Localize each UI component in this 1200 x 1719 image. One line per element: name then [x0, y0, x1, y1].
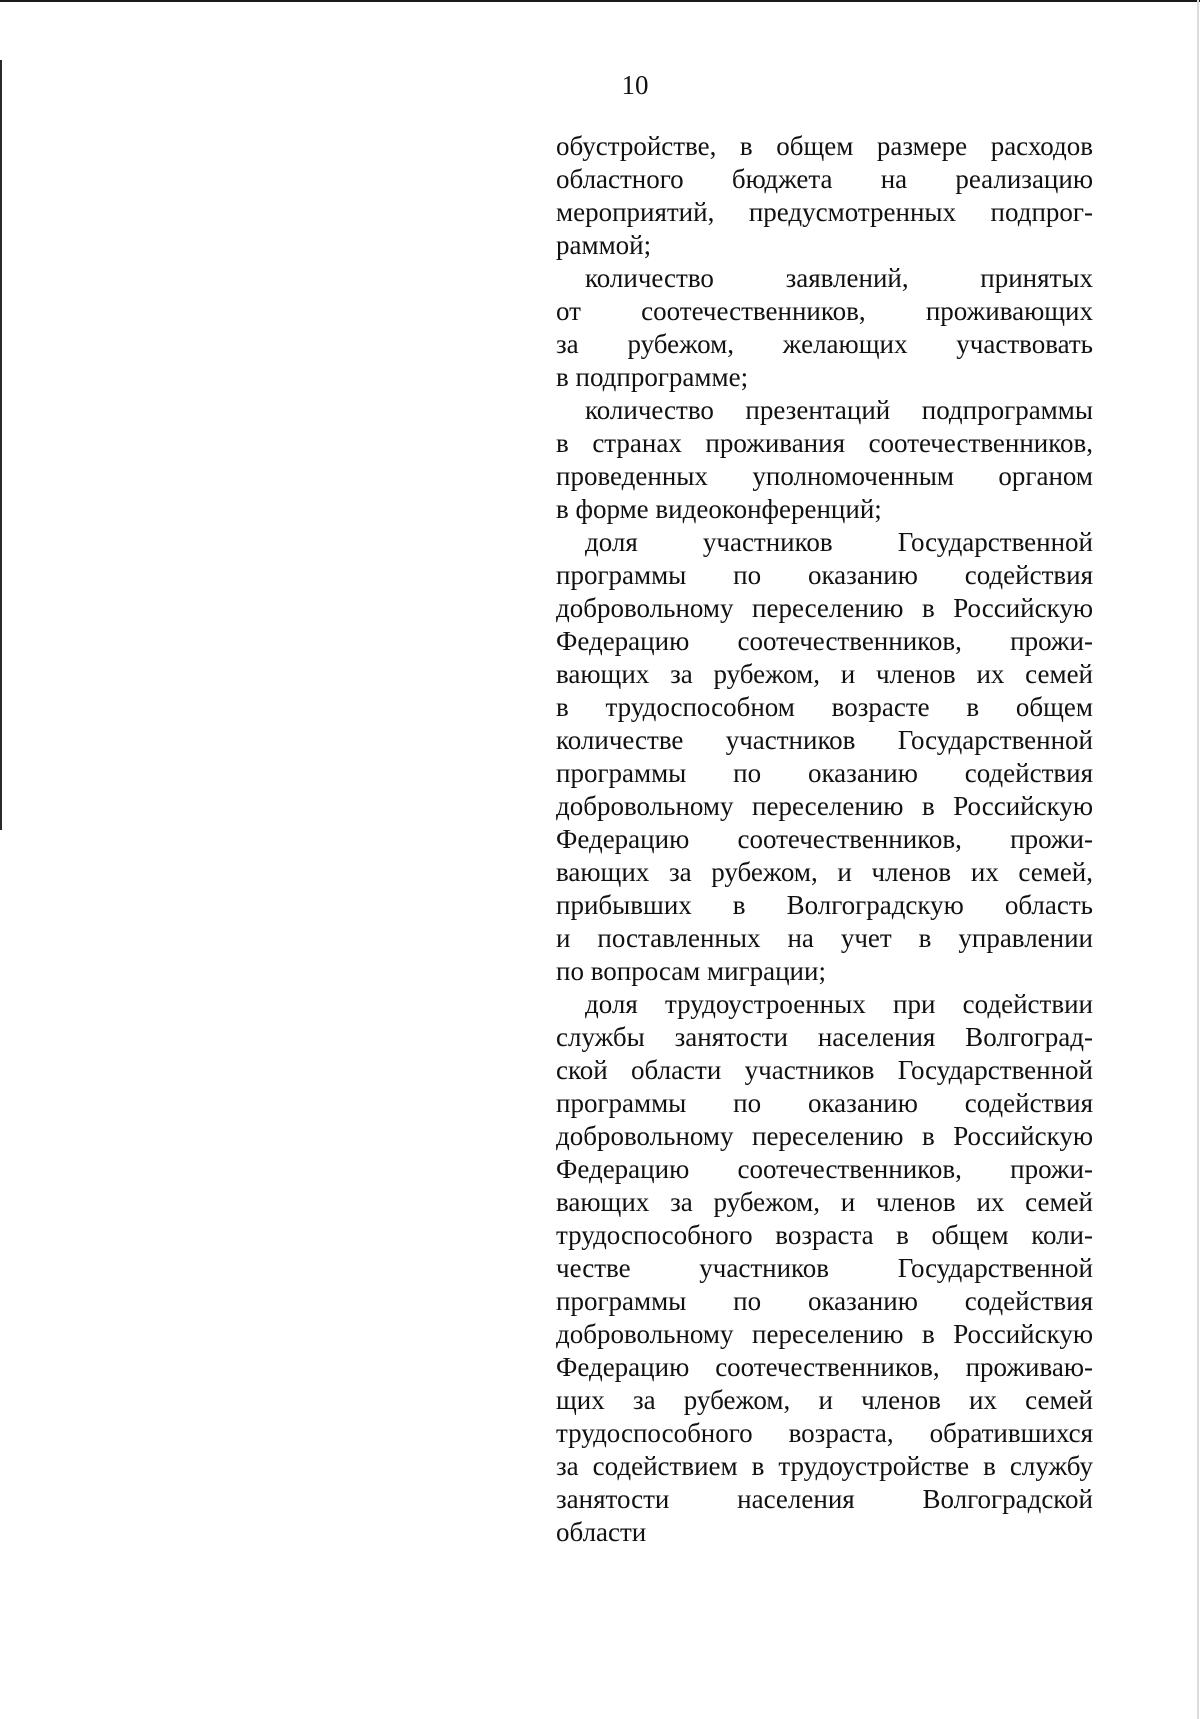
- text-line: доля трудоустроенных при содействии: [585, 989, 1093, 1019]
- text-line: добровольному переселению в Российскую: [556, 1319, 1093, 1349]
- text-line: программы по оказанию содействия: [556, 1088, 1093, 1118]
- text-line: службы занятости населения Волгоград-: [556, 1022, 1093, 1052]
- text-line: Федерацию соотечественников, проживаю-: [556, 1352, 1093, 1382]
- text-line: трудоспособного возраста в общем коли-: [556, 1220, 1093, 1250]
- document-body: [556, 130, 1093, 1549]
- text-line: в трудоспособном возрасте в общем: [556, 692, 1093, 722]
- page-number: 10: [621, 70, 649, 100]
- text-line: Федерацию соотечественников, прожи-: [556, 824, 1093, 854]
- text-line: доля участников Государственной: [585, 527, 1093, 557]
- text-line: ской области участников Государственной: [556, 1055, 1093, 1085]
- text-line: Федерацию соотечественников, прожи-: [556, 1154, 1093, 1184]
- text-line: трудоспособного возраста, обратившихся: [556, 1418, 1093, 1448]
- text-line: в подпрограмме;: [556, 362, 749, 392]
- text-line: честве участников Государственной: [556, 1253, 1093, 1283]
- text-line: в форме видеоконференций;: [556, 494, 882, 524]
- text-line: щих за рубежом, и членов их семей: [556, 1385, 1093, 1415]
- text-line: области: [556, 1517, 647, 1547]
- text-line: количество заявлений, принятых: [585, 263, 1093, 293]
- text-line: количестве участников Государственной: [556, 725, 1093, 755]
- text-line: вающих за рубежом, и членов их семей,: [556, 857, 1093, 887]
- text-line: обустройстве, в общем размере расходов: [556, 131, 1093, 161]
- text-line: мероприятий, предусмотренных подпрог-: [556, 197, 1093, 227]
- paragraph: [556, 526, 1093, 988]
- scan-edge-right: [1197, 0, 1199, 1719]
- text-line: добровольному переселению в Российскую: [556, 1121, 1093, 1151]
- text-line: и поставленных на учет в управлении: [556, 923, 1093, 953]
- paragraph: [556, 988, 1093, 1549]
- paragraph: [556, 394, 1093, 526]
- scan-edge-top: [0, 0, 1200, 2]
- text-line: добровольному переселению в Российскую: [556, 593, 1093, 623]
- text-line: программы по оказанию содействия: [556, 560, 1093, 590]
- text-line: прибывших в Волгоградскую область: [556, 890, 1093, 920]
- text-line: проведенных уполномоченным органом: [556, 461, 1093, 491]
- text-line: вающих за рубежом, и членов их семей: [556, 659, 1093, 689]
- text-line: за рубежом, желающих участвовать: [556, 329, 1093, 359]
- text-line: за содействием в трудоустройстве в службу: [556, 1451, 1093, 1481]
- text-line: в странах проживания соотечественников,: [556, 428, 1093, 458]
- text-line: занятости населения Волгоградской: [556, 1484, 1093, 1514]
- text-line: областного бюджета на реализацию: [556, 164, 1093, 194]
- paragraph: [556, 262, 1093, 394]
- text-line: от соотечественников, проживающих: [556, 296, 1093, 326]
- text-line: раммой;: [556, 230, 652, 260]
- scan-edge-left: [0, 60, 2, 830]
- text-line: программы по оказанию содействия: [556, 758, 1093, 788]
- text-line: по вопросам миграции;: [556, 956, 826, 986]
- text-line: вающих за рубежом, и членов их семей: [556, 1187, 1093, 1217]
- text-line: Федерацию соотечественников, прожи-: [556, 626, 1093, 656]
- text-line: программы по оказанию содействия: [556, 1286, 1093, 1316]
- text-line: добровольному переселению в Российскую: [556, 791, 1093, 821]
- paragraph: [556, 130, 1093, 262]
- text-line: количество презентаций подпрограммы: [585, 395, 1093, 425]
